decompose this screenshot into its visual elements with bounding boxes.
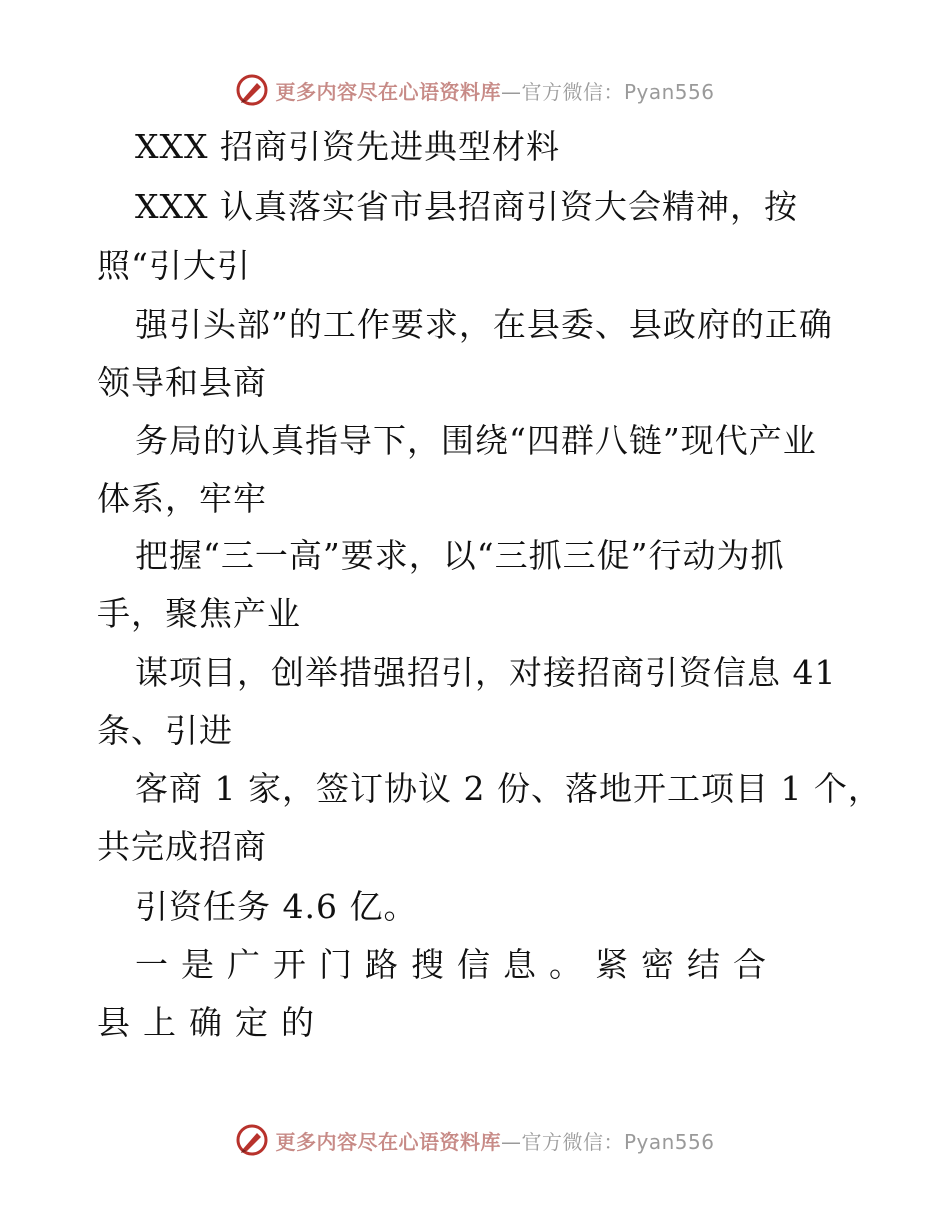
paragraph-line: 引资任务 4.6 亿。 bbox=[135, 887, 418, 926]
watermark-text: 更多内容尽在心语资料库—官方微信：Pyan556 bbox=[275, 1129, 715, 1154]
paragraph-line: 谋项目，创举措强招引，对接招商引资信息 41 bbox=[135, 653, 837, 692]
paragraph-line: 把握“三一高”要求，以“三抓三促”行动为抓 bbox=[135, 536, 785, 575]
pen-logo-icon bbox=[235, 1123, 269, 1157]
paragraph-line: 条、引进 bbox=[97, 711, 233, 750]
paragraph-line: 共完成招商 bbox=[97, 827, 267, 866]
footer-watermark bbox=[0, 1118, 950, 1162]
paragraph-line: 手，聚焦产业 bbox=[97, 594, 301, 633]
paragraph-line: 一是广开门路搜信息。紧密结合 bbox=[135, 945, 779, 984]
paragraph-line: XXX 认真落实省市县招商引资大会精神，按 bbox=[135, 187, 798, 226]
paragraph-line: 领导和县商 bbox=[97, 363, 267, 402]
paragraph-line: 县上确定的 bbox=[97, 1003, 327, 1042]
paragraph-line: 客商 1 家，签订协议 2 份、落地开工项目 1 个， bbox=[135, 769, 882, 808]
doc-title: XXX 招商引资先进典型材料 bbox=[135, 127, 560, 166]
paragraph-line: 体系，牢牢 bbox=[97, 479, 267, 518]
paragraph-line: 强引头部”的工作要求，在县委、县政府的正确 bbox=[135, 305, 833, 344]
paragraph-line: 务局的认真指导下，围绕“四群八链”现代产业 bbox=[135, 421, 817, 460]
watermark-text: 更多内容尽在心语资料库—官方微信：Pyan556 bbox=[275, 79, 715, 104]
paragraph-line: 照“引大引 bbox=[97, 246, 251, 285]
